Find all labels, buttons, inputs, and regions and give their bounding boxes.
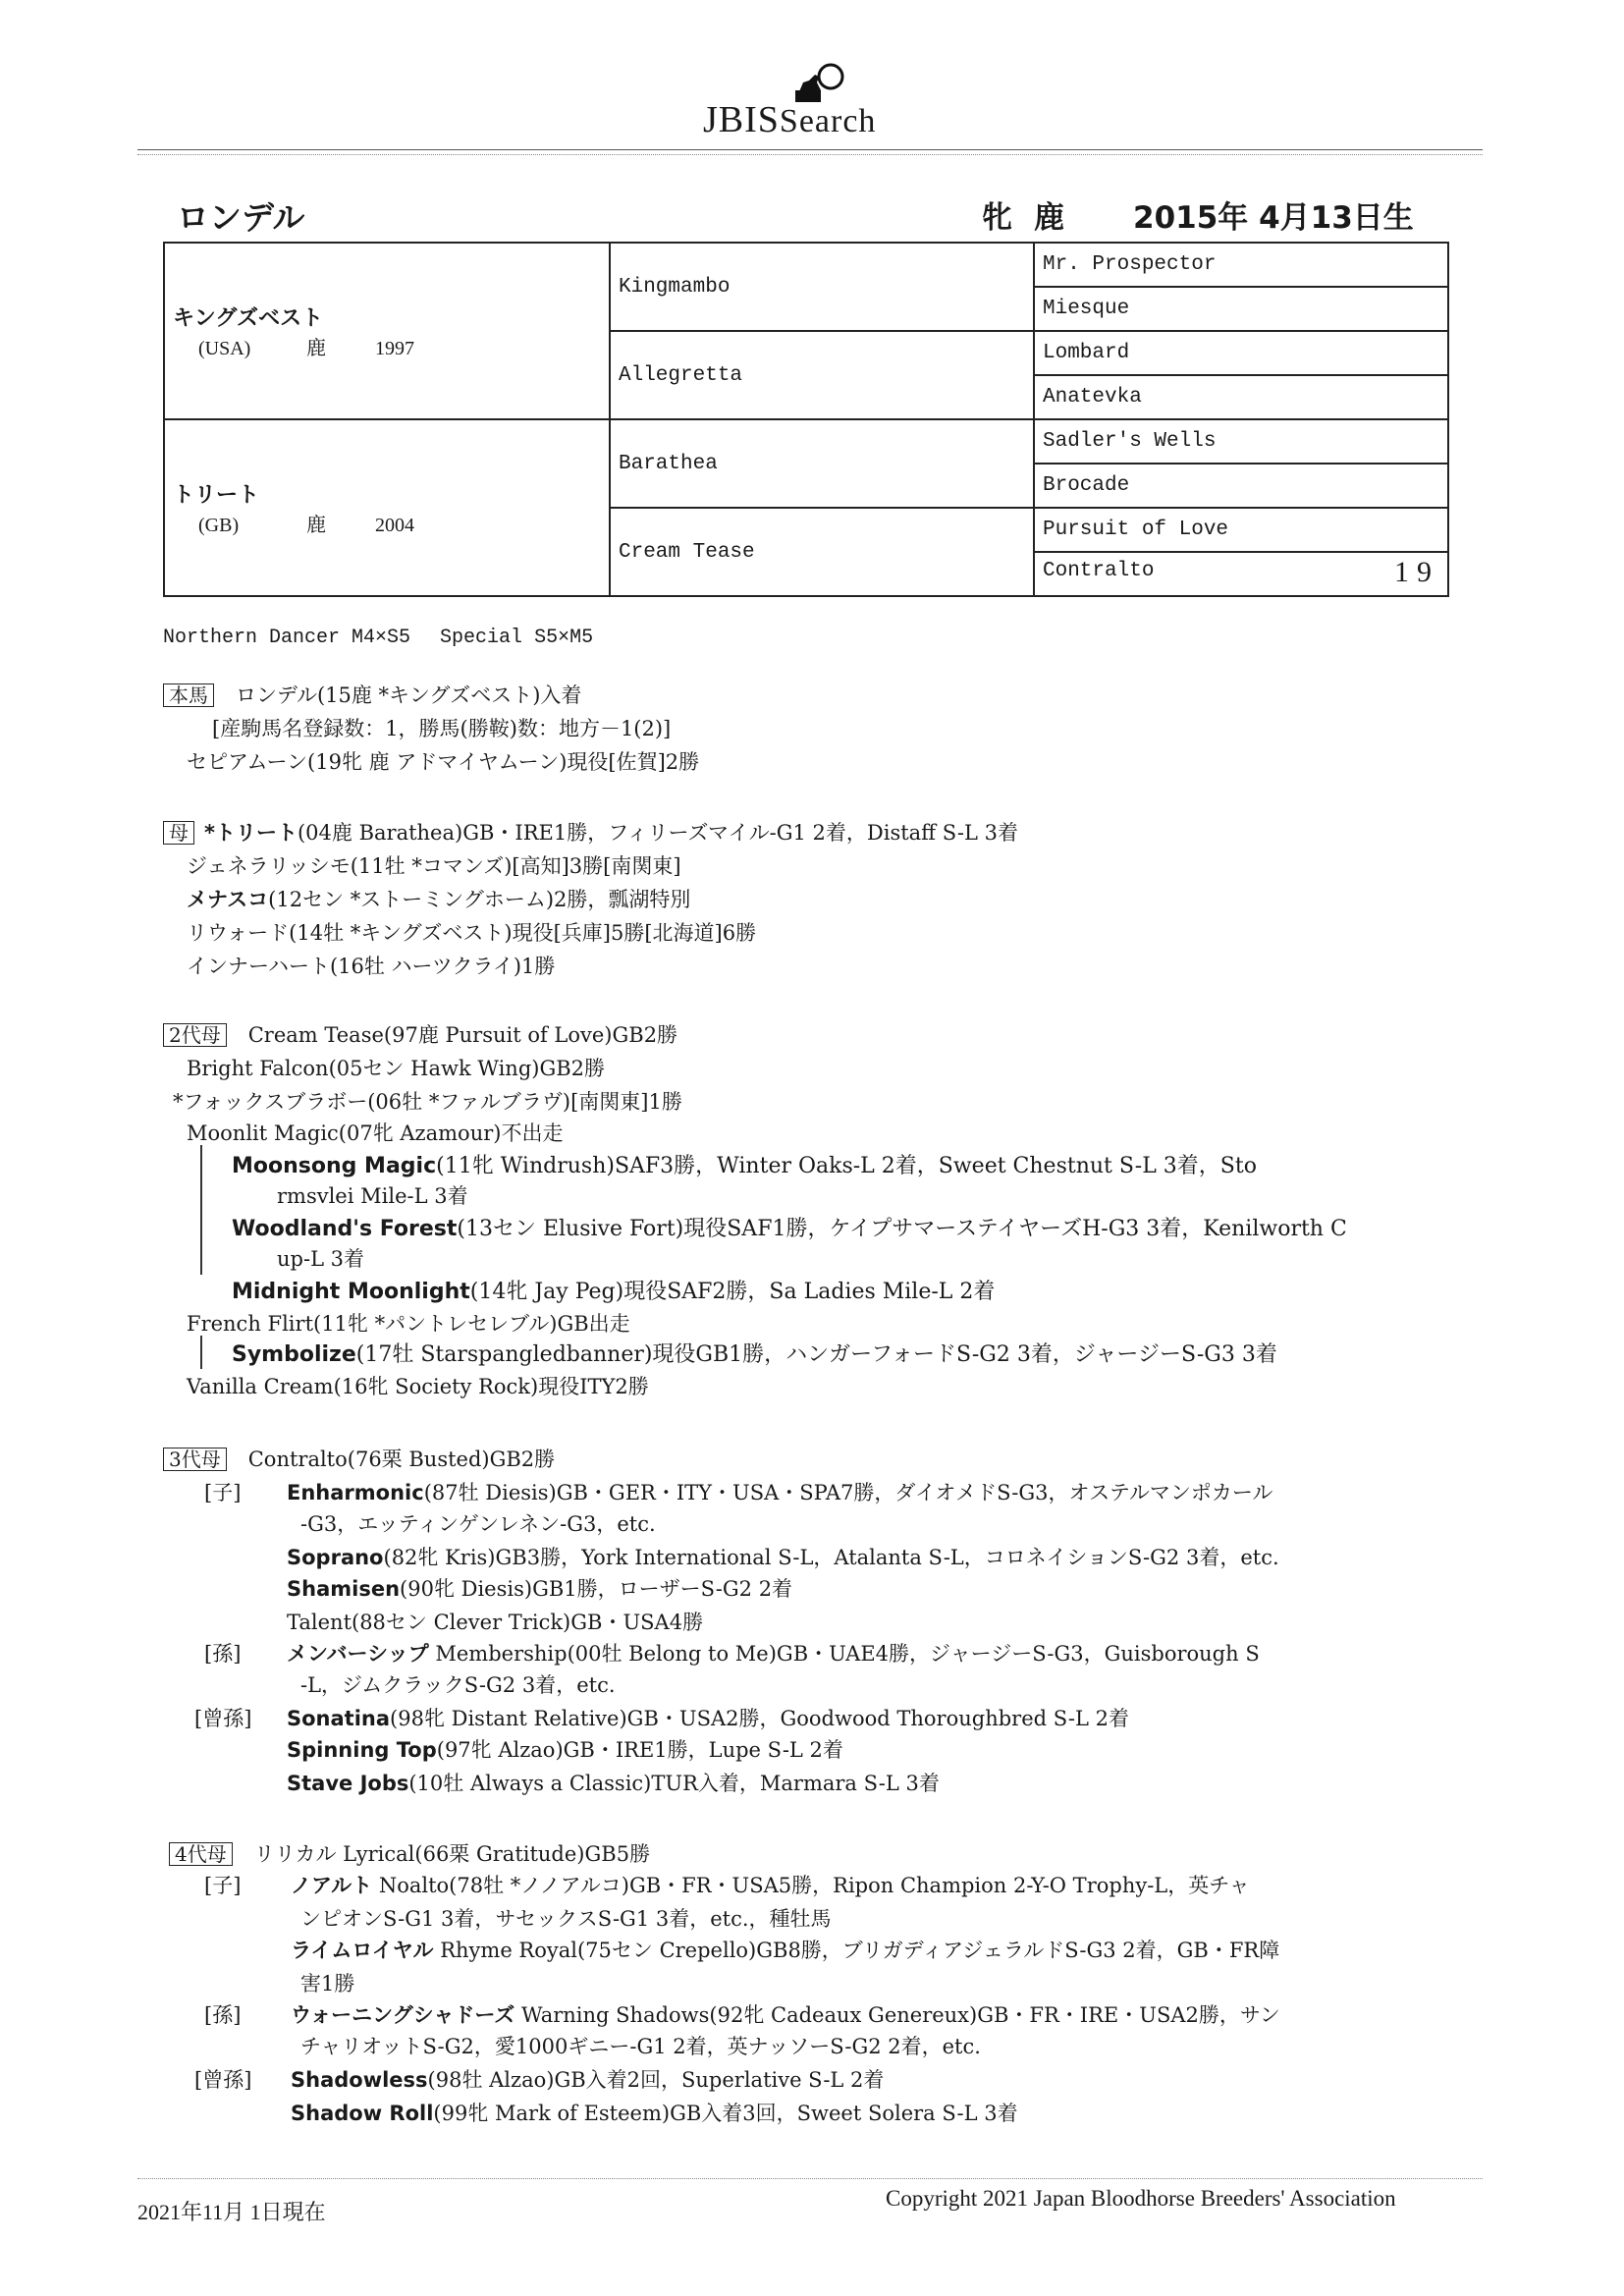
pedigree-dam — [164, 419, 610, 596]
dam-country: (GB) — [198, 515, 240, 536]
text-line: (87牡 Diesis)GB・GER・ITY・USA・SPA7勝，ダイオメドS-G3，オステルマンポカール — [423, 1481, 1273, 1504]
pedigree-g3-4: Anatevka — [1034, 375, 1448, 419]
text-line: (04鹿 Barathea)GB・IRE1勝，フィリーズマイル-G1 2着，Distaff S-L 3着 — [297, 821, 1019, 845]
line-38: チャリオットS-G2，愛1000ギニー-G1 2着，英ナッソーS-G2 2着，etc. — [300, 2035, 981, 2058]
inbreeding-a: Northern Dancer M4×S5 — [163, 627, 411, 649]
label-mago-1: [孫] — [204, 1642, 242, 1666]
pedigree-g3-6: Brocade — [1034, 464, 1448, 508]
text-line: (13セン Elusive Fort)現役SAF1勝，ケイプサマーステイヤーズH-G3 3着，Kenilworth C — [457, 1217, 1347, 1241]
line-15 — [232, 1212, 1347, 1242]
pedigree-g3-1: Mr. Prospector — [1034, 243, 1448, 287]
label-honba: 本馬 — [163, 683, 214, 707]
horse-dob: 2015年 4月13日生 — [1133, 200, 1414, 236]
line-20: Vanilla Cream(16牝 Society Rock)現役ITY2勝 — [187, 1375, 649, 1398]
line-33 — [291, 1870, 1250, 1899]
line-11: *フォックスブラボー(06牡 *ファルブラヴ)[南関東]1勝 — [173, 1090, 682, 1114]
pedigree-g2-4: Cream Tease — [610, 508, 1034, 596]
section-haha — [163, 817, 1018, 847]
text-line: (90牝 Diesis)GB1勝，ローザーS-G2 2着 — [400, 1577, 793, 1601]
footer-rule — [137, 2178, 1483, 2179]
text-line: (11牝 Windrush)SAF3勝，Winter Oaks-L 2着，Sweet Chestnut S-L 3着，Sto — [436, 1154, 1257, 1178]
text-line: Warning Shadows(92牝 Cadeaux Genereux)GB・FR・IRE・USA2勝，サン — [514, 2003, 1280, 2027]
text-line: Cream Tease(97鹿 Pursuit of Love)GB2勝 — [247, 1023, 678, 1047]
line-26: Talent(88セン Clever Trick)GB・USA4勝 — [287, 1611, 704, 1634]
text-line: (97牝 Alzao)GB・IRE1勝，Lupe S-L 2着 — [436, 1738, 843, 1762]
text-line: ライムロイヤル — [291, 1939, 434, 1962]
line-08: インナーハート(16牡 ハーツクライ)1勝 — [187, 955, 556, 978]
line-24 — [287, 1542, 1279, 1571]
text-line: ウォーニングシャドーズ — [291, 2003, 515, 2027]
text-line: (98牡 Alzao)GB入着2回，Superlative S-L 2着 — [427, 2068, 885, 2092]
pedigree-table — [163, 242, 1449, 597]
text-line: ロンデル(15鹿 *キングズベスト)入着 — [236, 683, 582, 707]
section-g4 — [169, 1838, 650, 1868]
line-40 — [291, 2098, 1018, 2127]
text-line: Woodland's Forest — [232, 1217, 458, 1241]
sire-year: 1997 — [375, 338, 414, 359]
text-line: Shadow Roll — [291, 2102, 434, 2125]
text-line: Enharmonic — [287, 1481, 424, 1504]
horse-sex: 牝 — [982, 200, 1012, 236]
text-line: (17牡 Starspangledbanner)現役GB1勝，ハンガーフォードS-G2 3着，ジャージーS-G3 3着 — [355, 1342, 1277, 1367]
pedigree-g3-2: Miesque — [1034, 287, 1448, 331]
text-line: Sonatina — [287, 1707, 391, 1730]
line-22 — [287, 1477, 1272, 1506]
sire-country: (USA) — [198, 338, 251, 359]
text-line: Symbolize — [232, 1342, 356, 1367]
line-10: Bright Falcon(05セン Hawk Wing)GB2勝 — [187, 1057, 606, 1080]
line-06 — [187, 884, 690, 913]
text-line: Rhyme Royal(75セン Crepello)GB8勝，ブリガディアジェラルドS-G3 2着，GB・FR障 — [433, 1939, 1280, 1962]
text-line: Noalto(78牡 *ノノアルコ)GB・FR・USA5勝，Ripon Champion 2-Y-O Trophy-L，英チャ — [372, 1874, 1250, 1897]
text-line: Moonsong Magic — [232, 1154, 437, 1178]
text-line: (14牝 Jay Peg)現役SAF2勝，Sa Ladies Mile-L 2着 — [469, 1280, 996, 1304]
horse-name: ロンデル — [177, 198, 305, 237]
inbreeding-b: Special S5×M5 — [440, 627, 594, 649]
label-himago-1: [曾孫] — [194, 1707, 252, 1730]
header-rule-dotted — [137, 154, 1483, 155]
pedigree-g3-8 — [1034, 552, 1448, 596]
logo-text-jbis: JBIS — [703, 99, 780, 140]
line-19 — [232, 1338, 1277, 1368]
line-29 — [287, 1703, 1129, 1732]
line-02: [産駒馬名登録数：1，勝馬(勝鞍)数：地方－1(2)] — [212, 717, 672, 740]
footer-copyright: Copyright 2021 Japan Bloodhorse Breeders' Association — [886, 2186, 1396, 2211]
section-honba — [163, 680, 581, 709]
pedigree-g2-3: Barathea — [610, 419, 1034, 508]
dam-year: 2004 — [375, 515, 414, 536]
line-35 — [291, 1935, 1279, 1964]
label-g2: 2代母 — [163, 1023, 227, 1047]
horse-color: 鹿 — [1034, 200, 1064, 236]
dam-color: 鹿 — [306, 515, 326, 536]
line-27 — [287, 1638, 1260, 1667]
line-05: ジェネラリッシモ(11牡 *コマンズ)[高知]3勝[南関東] — [187, 854, 681, 878]
header-rule — [137, 149, 1483, 150]
line-23: -G3，エッティンゲンレネン-G3，etc. — [300, 1512, 656, 1536]
inbreeding-line — [163, 627, 623, 649]
text-line: (10牡 Always a Classic)TUR入着，Marmara S-L 3着 — [408, 1772, 940, 1795]
line-18: French Flirt(11牝 *パントレセレブル)GB出走 — [187, 1312, 630, 1336]
label-mago-2: [孫] — [204, 2003, 242, 2027]
text-line: Shamisen — [287, 1577, 401, 1601]
pedigree-g2-1: Kingmambo — [610, 243, 1034, 331]
family-number: 19 — [1394, 555, 1439, 588]
dam-name: トリート — [173, 483, 260, 508]
line-13 — [232, 1149, 1257, 1179]
text-line: Spinning Top — [287, 1738, 437, 1762]
text-line: メンバーシップ — [287, 1642, 429, 1666]
line-30 — [287, 1734, 843, 1764]
line-39 — [291, 2064, 884, 2094]
text-line: Stave Jobs — [287, 1772, 409, 1795]
sire-name: キングズベスト — [173, 306, 324, 331]
footer-date: 2021年11月 1日現在 — [137, 2200, 326, 2224]
line-28: -L，ジムクラックS-G2 3着，etc. — [300, 1673, 616, 1697]
pedigree-g3-3: Lombard — [1034, 331, 1448, 375]
line-14: rmsvlei Mile-L 3着 — [277, 1184, 468, 1208]
label-g4: 4代母 — [169, 1842, 233, 1866]
line-25 — [287, 1573, 792, 1603]
line-31 — [287, 1768, 940, 1797]
line-36: 害1勝 — [300, 1972, 355, 1995]
text-line: Soprano — [287, 1546, 384, 1569]
line-37 — [291, 1999, 1280, 2029]
horse-magnifier-icon — [793, 61, 848, 108]
text-line: Contralto(76栗 Busted)GB2勝 — [247, 1448, 556, 1471]
text-line: ノアルト — [291, 1874, 373, 1897]
text-line: Membership(00牡 Belong to Me)GB・UAE4勝，ジャージーS-G3，Guisborough S — [428, 1642, 1260, 1666]
sire-color: 鹿 — [306, 338, 326, 359]
pedigree-g3-5: Sadler's Wells — [1034, 419, 1448, 464]
section-g3 — [163, 1444, 555, 1473]
line-12: Moonlit Magic(07牝 Azamour)不出走 — [187, 1121, 564, 1145]
label-g3: 3代母 — [163, 1448, 227, 1471]
label-ko-1: [子] — [204, 1481, 242, 1504]
text-line: *トリート — [204, 821, 298, 845]
logo-text-search: Search — [779, 103, 877, 139]
text-line: (98牝 Distant Relative)GB・USA2勝，Goodwood Thoroughbred S-L 2着 — [390, 1707, 1129, 1730]
label-haha: 母 — [163, 821, 194, 845]
pedigree-g3-8-name: Contralto — [1043, 559, 1155, 582]
line-34: ンピオンS-G1 3着，サセックスS-G1 3着，etc.，種牡馬 — [300, 1907, 832, 1931]
text-line: Shadowless — [291, 2068, 428, 2092]
line-07: リウォード(14牡 *キングズベスト)現役[兵庫]5勝[北海道]6勝 — [187, 921, 757, 945]
line-17 — [232, 1275, 995, 1305]
tree-bar — [200, 1145, 202, 1275]
text-line: (12セン *ストーミングホーム)2勝，瓢湖特別 — [268, 888, 691, 911]
text-line: メナスコ — [187, 888, 269, 911]
pedigree-g3-7: Pursuit of Love — [1034, 508, 1448, 552]
label-ko-2: [子] — [204, 1874, 242, 1897]
line-16: up-L 3着 — [277, 1247, 365, 1271]
text-line: (99牝 Mark of Esteem)GB入着3回，Sweet Solera S-L 3着 — [433, 2102, 1018, 2125]
section-g2 — [163, 1019, 677, 1049]
pedigree-g2-2: Allegretta — [610, 331, 1034, 419]
text-line: Midnight Moonlight — [232, 1280, 470, 1304]
label-himago-2: [曾孫] — [194, 2068, 252, 2092]
line-03: セピアムーン(19牝 鹿 アドマイヤムーン)現役[佐賀]2勝 — [187, 750, 700, 774]
pedigree-sire — [164, 243, 610, 419]
text-line: リリカル Lyrical(66栗 Gratitude)GB5勝 — [253, 1842, 651, 1866]
horse-meta — [982, 192, 1414, 237]
site-logo — [703, 98, 876, 141]
text-line: (82牝 Kris)GB3勝，York International S-L，Atalanta S-L，コロネイションS-G2 3着，etc. — [383, 1546, 1279, 1569]
tree-bar — [200, 1336, 202, 1369]
